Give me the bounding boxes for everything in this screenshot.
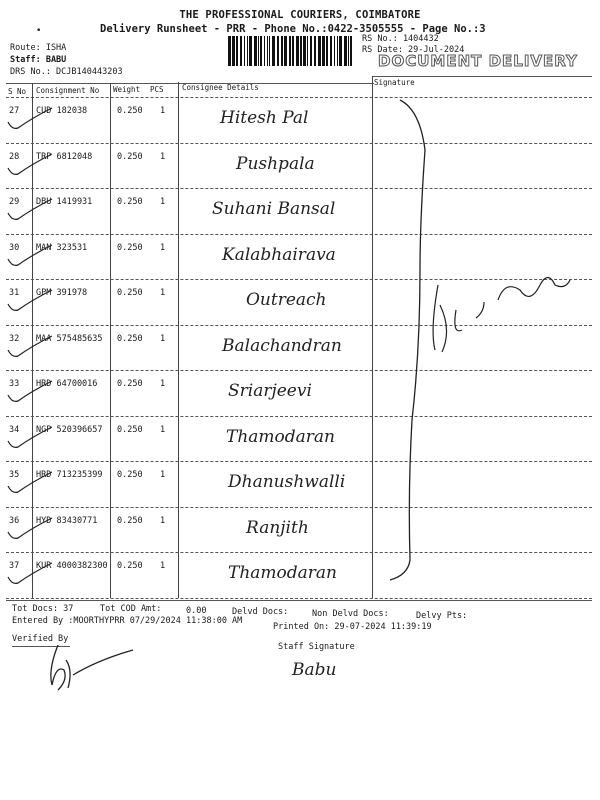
rs-date: RS Date: 29-Jul-2024 [362,45,465,55]
recipient-signature-mark [380,90,590,600]
row-pcs: 1 [160,333,166,344]
row-consignment-no: HRD 64700016 [36,379,98,389]
printed-on: Printed On: 29-07-2024 11:39:19 [273,622,432,632]
row-weight: 0.250 [117,470,143,480]
row-check-mark [6,152,56,178]
row-consignee-name: Dhanushwalli [228,472,346,492]
row-consignment-no: CUD 182038 [36,106,88,116]
row-check-mark [6,379,56,405]
row-weight: 0.250 [117,379,143,389]
row-consignee-name: Kalabhairava [222,244,336,265]
row-pcs: 1 [160,424,166,435]
staff-signature-handwriting: Babu [292,660,337,680]
row-consignment-no: GPM 391978 [36,288,88,298]
row-consignee-name: Outreach [246,290,327,310]
row-consignment-no: HRD 713235399 [36,470,103,480]
row-sno: 28 [9,151,20,162]
row-check-mark [6,197,56,223]
staff-label: Staff: BABU [10,55,67,65]
row-check-mark [6,561,56,587]
col-weight: Weight [113,85,141,94]
row-pcs: 1 [160,151,166,162]
row-pcs: 1 [160,288,166,298]
row-check-mark [6,516,56,542]
row-check-mark [6,334,56,360]
row-weight: 0.250 [117,106,143,116]
row-weight: 0.250 [117,424,143,435]
row-weight: 0.250 [117,151,143,162]
document-title: THE PROFESSIONAL COURIERS, COIMBATORE [179,9,421,21]
row-pcs: 1 [160,470,166,480]
row-consignee-name: Sriarjeevi [228,381,312,401]
entered-by: Entered By :MOORTHYPRR 07/29/2024 11:38:00 AM [12,616,243,626]
row-check-mark [6,288,56,314]
col-divider-consignee [372,76,373,598]
document-delivery-stamp: DOCUMENT DELIVERY [378,52,578,70]
row-sno: 32 [9,333,20,344]
row-weight: 0.250 [117,515,143,526]
row-consignee-name: Hitesh Pal [220,108,309,128]
total-docs: Tot Docs: 37 [12,604,74,614]
delivery-points: Delvy Pts: [416,611,468,621]
route-label: Route: ISHA [10,43,67,53]
dot-mark: • [36,26,42,36]
col-consignee: Consignee Details [182,83,259,92]
table-top-line [6,83,374,84]
footer-top-line [6,600,592,601]
row-check-mark [6,425,56,451]
verifier-signature-mark [38,640,148,695]
row-weight: 0.250 [117,561,143,571]
staff-signature-label: Staff Signature [278,642,355,652]
row-weight: 0.250 [117,197,143,207]
row-sno: 29 [9,197,20,207]
rs-number: RS No.: 1404432 [362,34,439,44]
row-sno: 35 [9,470,20,480]
row-consignee-name: Pushpala [236,153,315,174]
row-pcs: 1 [160,515,166,526]
row-consignment-no: HYD 83430771 [36,515,98,526]
verified-by-label: Verified By [12,634,69,644]
row-pcs: 1 [160,197,166,207]
row-consignment-no: DBU 1419931 [36,197,93,207]
signature-top-line [372,76,592,77]
row-pcs: 1 [160,379,166,389]
col-signature: Signature [374,78,415,87]
row-pcs: 1 [160,561,166,571]
row-pcs: 1 [160,242,166,253]
row-weight: 0.250 [117,333,143,344]
col-divider-pcs [178,82,179,598]
col-consignment: Consignment No [36,86,100,95]
row-consignment-no: NGP 520396657 [36,424,103,435]
row-weight: 0.250 [117,242,143,253]
row-consignee-name: Thamodaran [226,426,336,447]
row-sno: 27 [9,106,20,116]
row-sno: 33 [9,379,20,389]
row-consignee-name: Suhani Bansal [212,199,336,219]
row-consignment-no: KUR 4000382300 [36,561,108,571]
non-delivered-docs: Non Delvd Docs: [312,609,389,619]
row-consignment-no: TRP 6812048 [36,151,93,162]
col-pcs: PCS [150,85,164,94]
row-check-mark [6,470,56,496]
row-sno: 36 [9,515,20,526]
row-sno: 30 [9,242,20,253]
total-cod-amount: 0.00 [186,606,207,616]
row-consignment-no: MAN 323531 [36,242,88,253]
row-pcs: 1 [160,106,166,116]
drs-number: DRS No.: DCJB140443203 [10,67,123,77]
col-divider-consignment [110,83,111,598]
col-sno: S No [8,87,27,96]
row-consignee-name: Thamodaran [228,563,338,583]
row-sno: 31 [9,288,20,298]
row-check-mark [6,106,56,132]
row-sno: 37 [9,561,20,571]
delivered-docs: Delvd Docs: [232,607,289,617]
row-weight: 0.250 [117,288,143,298]
row-sno: 34 [9,424,20,435]
row-consignment-no: MAA 575485635 [36,333,103,344]
total-cod-label: Tot COD Amt: [100,604,162,614]
row-check-mark [6,243,56,269]
barcode-image [228,36,356,66]
row-consignee-name: Balachandran [222,335,342,356]
document-subtitle: Delivery Runsheet - PRR - Phone No.:0422-3505555 - Page No.:3 [100,23,486,35]
row-consignee-name: Ranjith [246,517,309,538]
